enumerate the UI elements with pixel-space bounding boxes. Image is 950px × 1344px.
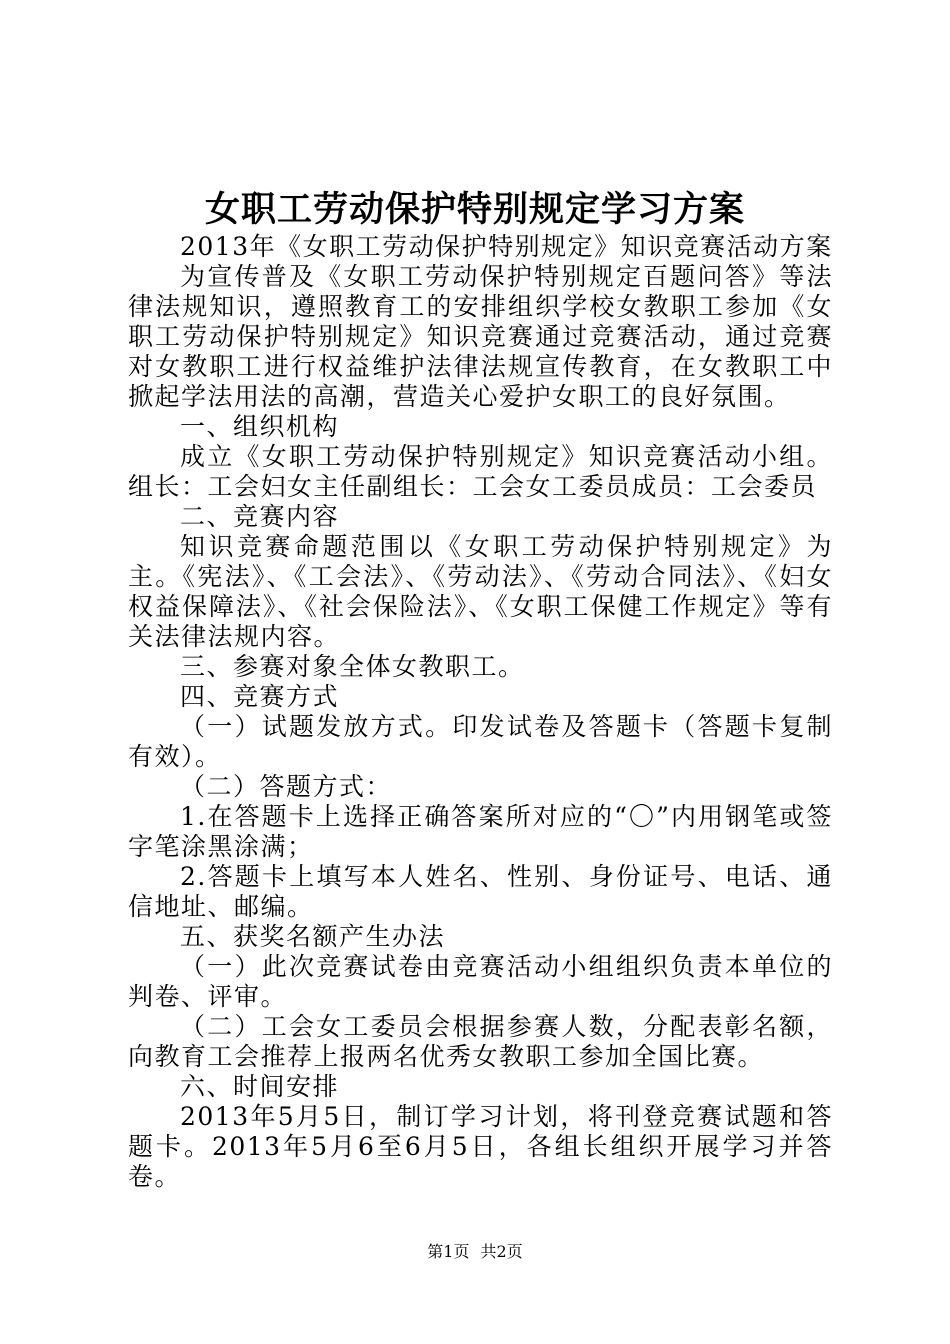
page-footer [0,1242,950,1262]
page-total: 共2页 [480,1242,523,1261]
paragraph-schedule: 2013年5月5日，制订学习计划，将刊登竞赛试题和答题卡。2013年5月6至6月5日，各组长组织开展学习并答卷。 [128,1102,833,1191]
paragraph-awards-2: （二）工会女工委员会根据参赛人数，分配表彰名额，向教育工会推荐上报两名优秀女教职工参加全国比赛。 [128,1012,833,1071]
section-heading-participants: 三、参赛对象全体女教职工。 [180,652,525,681]
page-number: 第1页 [427,1242,470,1261]
paragraph-organization: 成立《女职工劳动保护特别规定》知识竞赛活动小组。组长：工会妇女主任副组长：工会女工委员成员：工会委员 [128,442,833,501]
paragraph-content: 知识竞赛命题范围以《女职工劳动保护特别规定》为主。《宪法》、《工会法》、《劳动法》、《劳动合同法》、《妇女权益保障法》、《社会保险法》、《女职工保健工作规定》等有关法律法规内容。 [128,532,833,651]
section-heading-method: 四、竞赛方式 [180,682,340,711]
paragraph-intro: 为宣传普及《女职工劳动保护特别规定百题问答》等法律法规知识，遵照教育工的安排组织学校女教职工参加《女职工劳动保护特别规定》知识竞赛通过竞赛活动，通过竞赛对女教职工进行权益维护法律法规宣传教育，在女教职工中掀起学法用法的高潮，营造关心爱护女职工的良好氛围。 [128,262,833,411]
paragraph-method-1: （一）试题发放方式。印发试卷及答题卡（答题卡复制有效）。 [128,712,833,771]
document-title: 女职工劳动保护特别规定学习方案 [204,189,745,230]
section-heading-schedule: 六、时间安排 [180,1072,340,1101]
paragraph-answer-step-1: 1.在答题卡上选择正确答案所对应的“〇”内用钢笔或签字笔涂黑涂满； [128,802,833,861]
paragraph-answer-step-2: 2.答题卡上填写本人姓名、性别、身份证号、电话、通信地址、邮编。 [128,862,833,921]
section-heading-organization: 一、组织机构 [180,412,340,441]
paragraph-subtitle: 2013年《女职工劳动保护特别规定》知识竞赛活动方案 [180,232,833,261]
section-heading-awards: 五、获奖名额产生办法 [180,922,446,951]
paragraph-method-2: （二）答题方式： [180,772,393,801]
section-heading-content: 二、竞赛内容 [180,502,340,531]
document-body [128,232,833,1192]
paragraph-awards-1: （一）此次竞赛试卷由竞赛活动小组组织负责本单位的判卷、评审。 [128,952,833,1011]
